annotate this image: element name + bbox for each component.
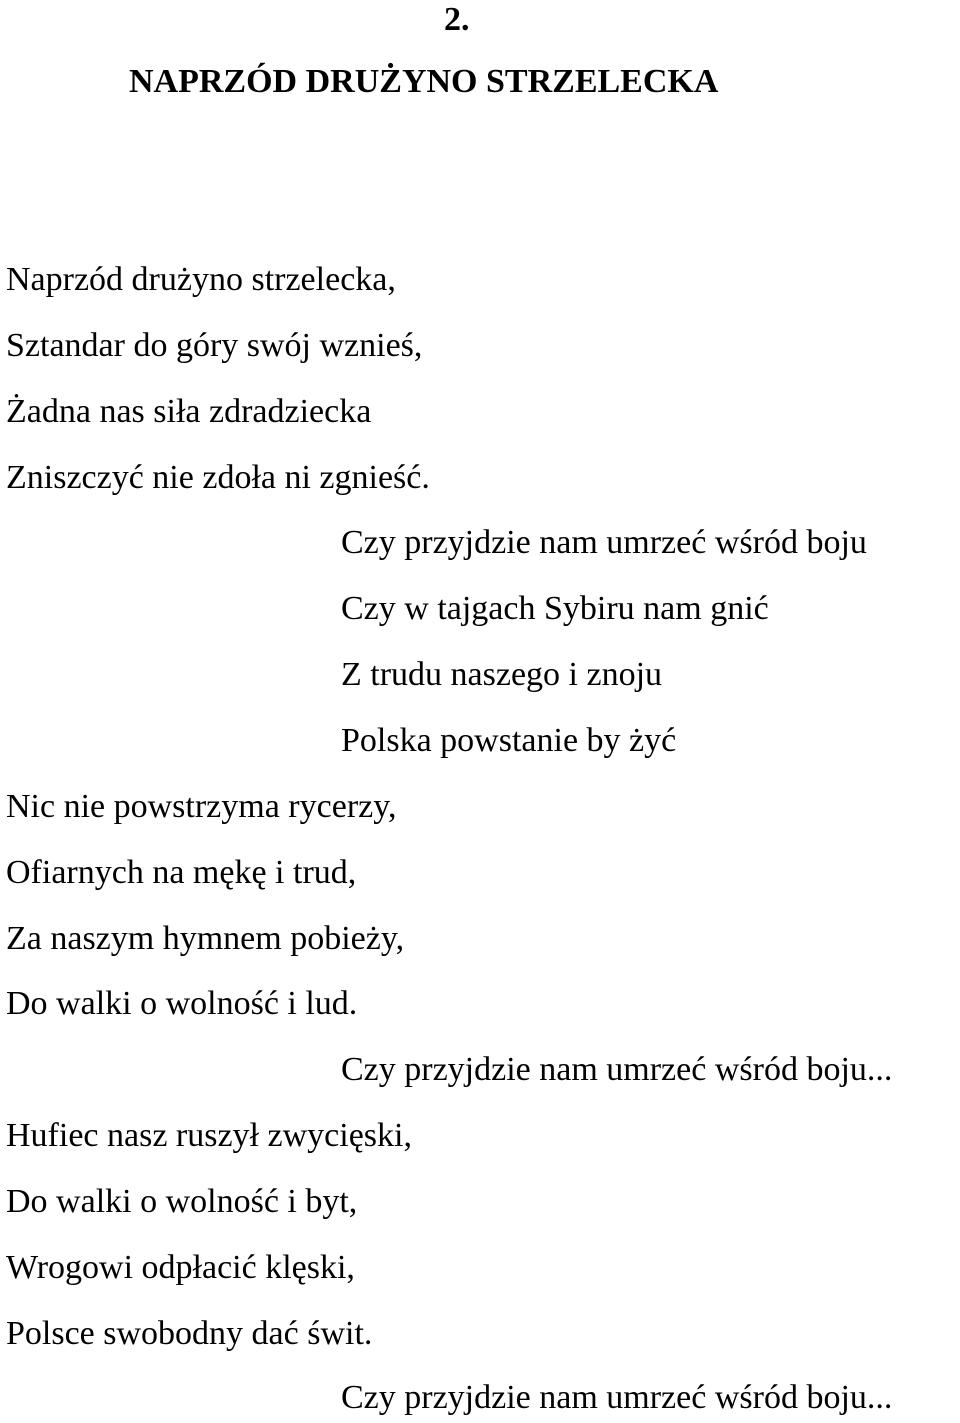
page-number: 2. [444,1,470,38]
verse-line: Naprzód drużyno strzelecka, [6,261,396,298]
refrain-line: Polska powstanie by żyć [341,722,677,759]
verse-line: Żadna nas siła zdradziecka [6,393,372,430]
song-title: NAPRZÓD DRUŻYNO STRZELECKA [129,63,719,100]
verse-line: Zniszczyć nie zdoła ni zgnieść. [6,459,430,496]
refrain-line: Czy przyjdzie nam umrzeć wśród boju [341,524,867,561]
refrain-line: Czy w tajgach Sybiru nam gnić [341,590,769,627]
verse-line: Ofiarnych na mękę i trud, [6,854,357,891]
refrain-line: Z trudu naszego i znoju [341,656,663,693]
refrain-repeat-1: Czy przyjdzie nam umrzeć wśród boju... [341,1051,893,1088]
refrain-repeat-2: Czy przyjdzie nam umrzeć wśród boju... [341,1379,893,1416]
verse-line: Sztandar do góry swój wznieś, [6,327,423,364]
verse-line: Nic nie powstrzyma rycerzy, [6,788,397,825]
verse-line: Do walki o wolność i lud. [6,985,358,1022]
verse-line: Polsce swobodny dać świt. [6,1315,373,1352]
verse-line: Hufiec nasz ruszył zwycięski, [6,1117,412,1154]
verse-line: Do walki o wolność i byt, [6,1183,358,1220]
verse-line: Za naszym hymnem pobieży, [6,920,405,957]
verse-line: Wrogowi odpłacić klęski, [6,1249,355,1286]
